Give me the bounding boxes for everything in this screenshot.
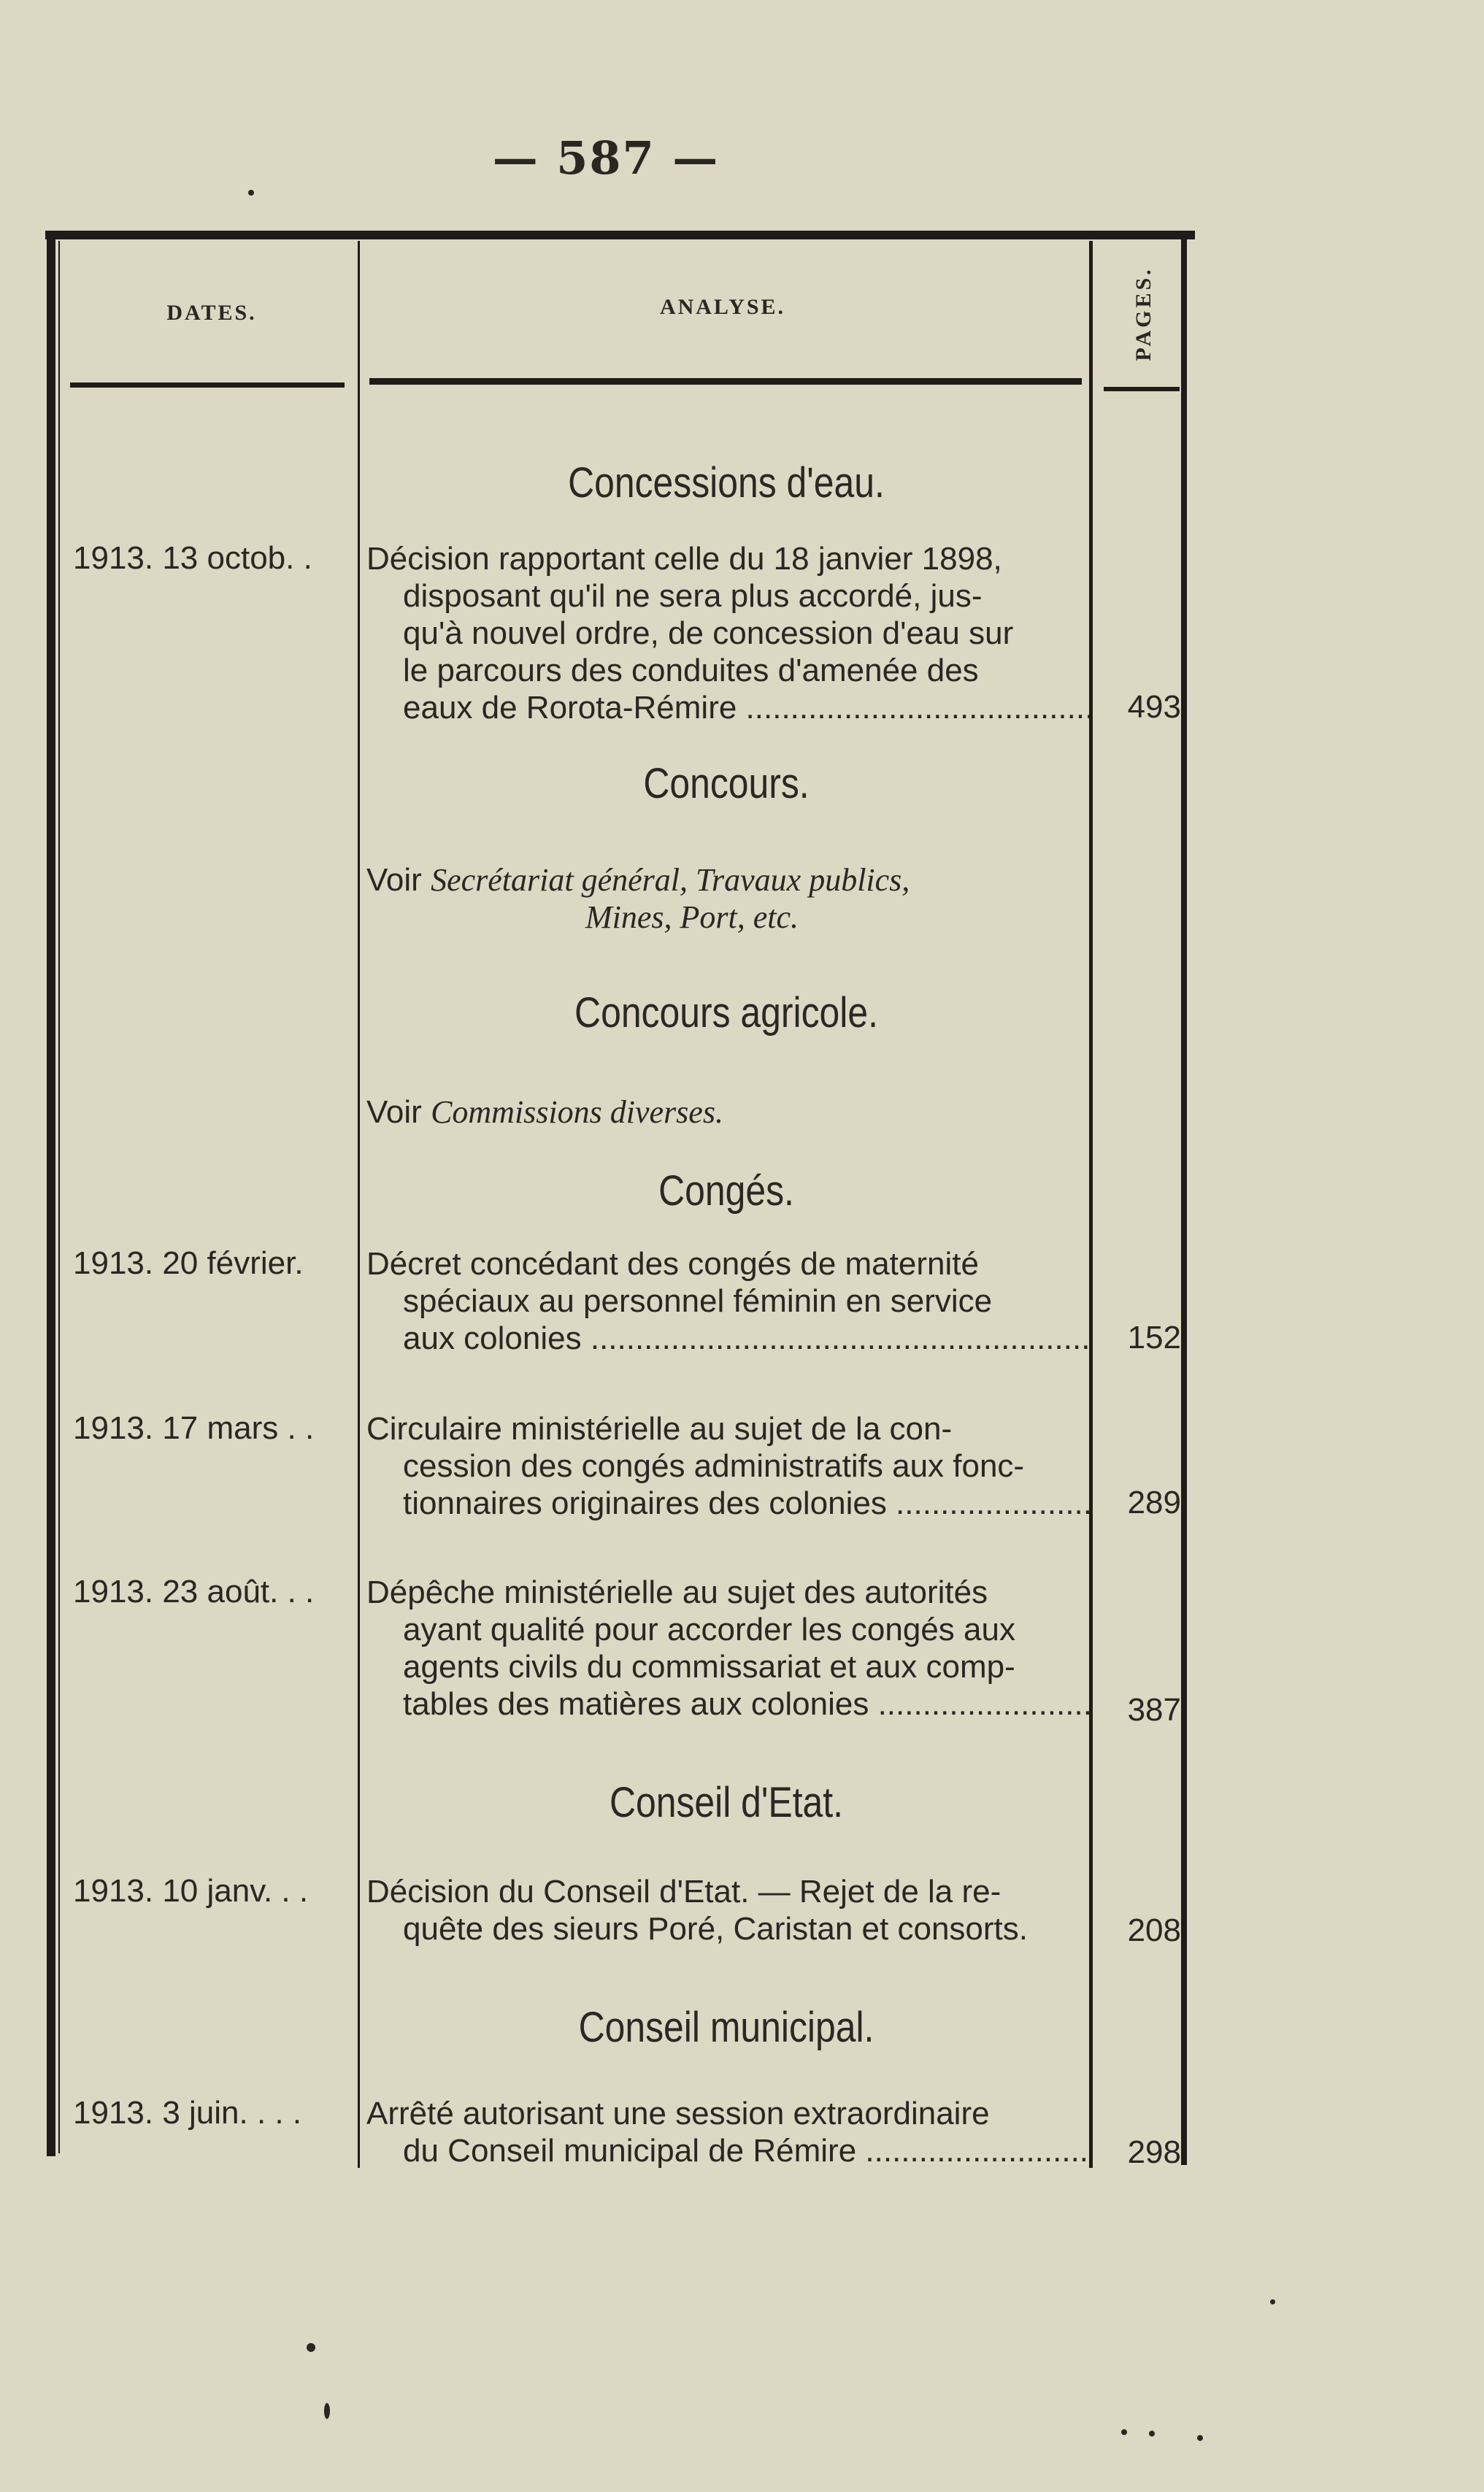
analyse-header-underline bbox=[369, 378, 1082, 385]
paper-speck bbox=[307, 2343, 315, 2352]
paper-speck bbox=[1121, 2429, 1127, 2435]
see-reference: Voir Secrétariat général, Travaux publics, Mines, Port, etc. bbox=[366, 862, 910, 935]
entry-date: 1913. 20 février. bbox=[73, 1245, 304, 1281]
pages-header-underline bbox=[1104, 387, 1180, 391]
pages-column-rule bbox=[1089, 241, 1093, 2168]
entry-page: 289 bbox=[1127, 1485, 1181, 1520]
entry-date: 1913. 23 août. . . bbox=[73, 1574, 315, 1610]
entry-page: 387 bbox=[1127, 1692, 1181, 1728]
entry-text: Arrêté autorisant une session extraordinaire du Conseil municipal de Rémire ..... bbox=[366, 2095, 1089, 2169]
entry-page: 493 bbox=[1127, 689, 1181, 725]
entry-text: Dépêche ministérielle au sujet des autorités ayant qualité pour accorder les congés aux agents civils du commissariat et aux comp- tables des matières aux colonies ..... bbox=[366, 1574, 1089, 1723]
section-title: Concessions d'eau. bbox=[568, 459, 885, 507]
dates-header-underline bbox=[70, 382, 345, 388]
see-reference: Voir Commissions diverses. bbox=[366, 1094, 723, 1130]
entry-date: 1913. 10 janv. . . bbox=[73, 1873, 309, 1909]
dates-column-rule bbox=[358, 241, 360, 2168]
section-title: Concours. bbox=[643, 760, 810, 807]
section-title: Concours agricole. bbox=[574, 989, 878, 1037]
table-top-rule bbox=[45, 231, 1195, 239]
paper-speck bbox=[1197, 2435, 1203, 2441]
entry-text: Décision rapportant celle du 18 janvier 1898, disposant qu'il ne sera plus accordé, jus- qu'à nouvel ordre, de concession d'eau sur le parcours des conduites d'amenée des eaux de Rorota-Rémire ..... bbox=[366, 540, 1089, 726]
header-analyse: ANALYSE. bbox=[659, 295, 786, 319]
entry-page: 208 bbox=[1127, 1912, 1181, 1948]
table-left-rule bbox=[47, 231, 55, 2156]
table-left-inner-rule bbox=[58, 241, 60, 2153]
header-pages: PAGES. bbox=[1131, 266, 1156, 361]
entry-page: 152 bbox=[1127, 1320, 1181, 1355]
header-dates: DATES. bbox=[166, 301, 257, 325]
entry-page: 298 bbox=[1127, 2134, 1181, 2170]
table-right-rule bbox=[1181, 238, 1187, 2165]
section-title: Congés. bbox=[658, 1167, 794, 1215]
entry-text: Décision du Conseil d'Etat. — Rejet de la re- quête des sieurs Poré, Caristan et consorts. bbox=[366, 1874, 1028, 1947]
page-number: — 587 — bbox=[492, 131, 720, 185]
section-title: Conseil d'Etat. bbox=[609, 1779, 844, 1826]
entry-text: Circulaire ministérielle au sujet de la con- cession des congés administratifs aux fonc- tionnaires originaires des colonies ..... bbox=[366, 1410, 1089, 1522]
entry-date: 1913. 13 octob. . bbox=[73, 540, 312, 576]
paper-speck bbox=[1149, 2431, 1155, 2437]
paper-speck bbox=[1270, 2299, 1275, 2304]
paper-speck bbox=[248, 190, 254, 196]
entry-date: 1913. 17 mars . . bbox=[73, 1410, 315, 1446]
entry-date: 1913. 3 juin. . . . bbox=[73, 2095, 302, 2131]
section-title: Conseil municipal. bbox=[578, 2004, 874, 2051]
entry-text: Décret concédant des congés de maternité spéciaux au personnel féminin en service aux colonies ..... bbox=[366, 1245, 1089, 1357]
paper-speck bbox=[324, 2403, 330, 2419]
